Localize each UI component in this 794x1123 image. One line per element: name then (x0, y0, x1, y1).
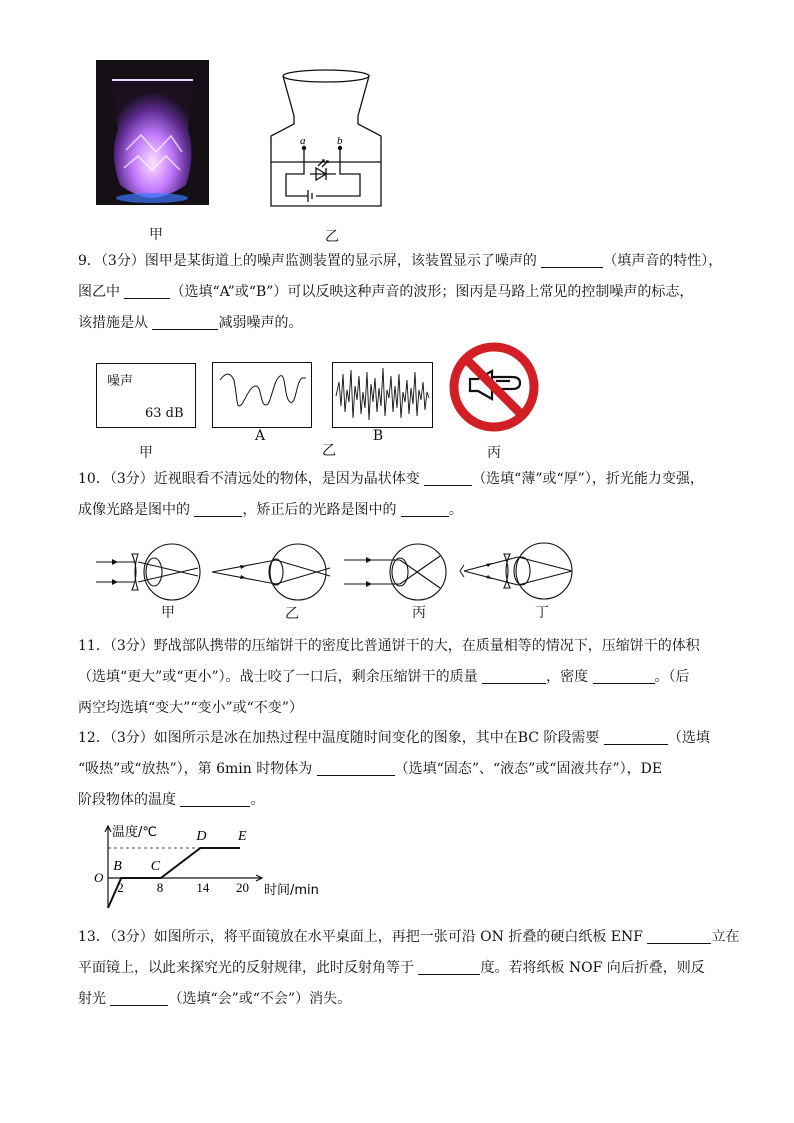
q9-line1-b: （填声音的特性）， (603, 253, 723, 269)
eye-diagram-ding (458, 538, 582, 604)
question-10 (78, 464, 718, 526)
q10-blank-3[interactable] (401, 498, 449, 517)
q12-blank-2[interactable] (317, 757, 395, 776)
point-label-C: C (150, 859, 161, 874)
point-b-label: b (337, 135, 343, 147)
q9-line2-a: 图乙中 (78, 284, 120, 300)
question-12 (78, 723, 718, 816)
cup-circuit-diagram (266, 66, 386, 212)
q11-line2-b: ，密度 (546, 669, 589, 685)
waveform-a (212, 362, 312, 428)
q12-line2-a: “吸热”或“放热”），第 6min 时物体为 (78, 761, 313, 777)
q13-line1-b: 立在 (711, 929, 740, 945)
q9-line3-b: 减弱噪声的。 (218, 315, 303, 331)
q11-blank-2[interactable] (482, 665, 546, 684)
noise-monitor-screen (96, 363, 196, 428)
q13-blank-3[interactable] (110, 987, 168, 1006)
question-11 (78, 631, 718, 724)
q11-line3: 两空均选填“变大”“变小”或“不变”） (78, 700, 303, 716)
q12-line3-a: 阶段物体的温度 (78, 792, 176, 808)
fig8-label-jia: 甲 (149, 227, 163, 243)
q11-line2-c: 。（后 (654, 669, 690, 685)
q13-line1-a: 13．（3分）如图所示，将平面镜放在水平桌面上，再把一张可沿 ON 折叠的硬白纸板 ENF (78, 929, 643, 945)
q13-blank-1[interactable] (647, 925, 711, 944)
q13-blank-2[interactable] (418, 956, 480, 975)
q9-line1-a: 9．（3分）图甲是某街道上的噪声监测装置的显示屏，该装置显示了噪声的 (78, 253, 537, 269)
q13-line2-a: 平面镜上，以此来探究光的反射规律，此时反射角等于 (78, 960, 414, 976)
point-label-B: B (113, 859, 122, 874)
screen-title: 噪声 (107, 374, 134, 389)
q13-line2-b: 度。若将纸板 NOF 向后折叠，则反 (480, 960, 705, 976)
screen-value: 63 dB (145, 406, 184, 421)
fig10-label-yi: 乙 (285, 606, 299, 622)
glass-photo (96, 60, 209, 205)
heating-curve-chart (90, 822, 330, 914)
q12-blank-1[interactable] (604, 726, 668, 745)
no-horn-sign (448, 341, 540, 433)
q10-blank-2[interactable] (194, 498, 242, 517)
chart-ylabel: 温度/℃ (112, 825, 157, 840)
fig8-label-yi: 乙 (325, 229, 339, 245)
fig9-label-A: A (254, 428, 266, 444)
fig9-label-bing: 丙 (487, 445, 501, 461)
q9-blank-2[interactable] (124, 280, 170, 299)
q10-line2-c: 。 (448, 502, 463, 518)
question-13 (78, 922, 740, 1015)
q12-line2-b: （选填“固态”、“液态”或“固液共存”），DE (394, 761, 663, 777)
x-tick-label: 8 (156, 880, 164, 895)
q9-line2-b: （选填“A”或“B”）可以反映这种声音的波形；图丙是马路上常见的控制噪声的标志， (170, 284, 694, 300)
chart-origin: O (94, 870, 104, 885)
point-label-D: D (196, 829, 207, 844)
fig10-label-ding: 丁 (535, 605, 549, 621)
q10-line2-b: ，矫正后的光路是图中的 (242, 502, 397, 518)
q12-blank-3[interactable] (180, 788, 250, 807)
q13-line3-b: （选填“会”或“不会”）消失。 (168, 991, 352, 1007)
eye-diagram-bing (342, 540, 460, 604)
fig9-label-jia: 甲 (139, 445, 153, 461)
chart-xlabel: 时间/min (264, 883, 319, 898)
q13-line3-a: 射光 (78, 991, 106, 1007)
q12-line3-b: 。 (250, 792, 265, 808)
q11-line2-a: （选填“更大”或“更小”）。战士咬了一口后，剩余压缩饼干的质量 (78, 669, 478, 685)
fig10-label-jia: 甲 (161, 605, 175, 621)
q9-line3-a: 该措施是从 (78, 315, 148, 331)
q10-blank-1[interactable] (424, 467, 472, 486)
question-9 (78, 246, 723, 339)
q10-line1-b: （选填“薄”或“厚”），折光能力变强， (472, 471, 704, 487)
q11-line1: 11．（3分）野战部队携带的压缩饼干的密度比普通饼干的大，在质量相等的情况下，压缩饼干的体积 (78, 638, 700, 654)
q9-blank-3[interactable] (152, 311, 218, 330)
fig9-label-yi: 乙 (322, 443, 336, 459)
q10-line2-a: 成像光路是图中的 (78, 502, 190, 518)
waveform-b (332, 362, 433, 428)
fig9-label-B: B (372, 428, 384, 444)
q12-line1-b: （选填 (667, 730, 710, 746)
x-tick-label: 14 (196, 880, 210, 895)
x-tick-label: 20 (236, 880, 249, 895)
x-tick-label: 2 (117, 880, 124, 895)
point-a-label: a (300, 135, 306, 147)
eye-diagram-yi (210, 540, 334, 604)
eye-diagram-jia (94, 540, 208, 604)
point-label-E: E (238, 829, 247, 844)
fig10-label-bing: 丙 (412, 605, 426, 621)
q9-blank-1[interactable] (541, 249, 603, 268)
q11-blank-3[interactable] (593, 665, 655, 684)
q10-line1-a: 10．（3分）近视眼看不清远处的物体，是因为晶状体变 (78, 471, 420, 487)
q12-line1-a: 12．（3分）如图所示是冰在加热过程中温度随时间变化的图象，其中在BC 阶段需要 (78, 730, 600, 746)
